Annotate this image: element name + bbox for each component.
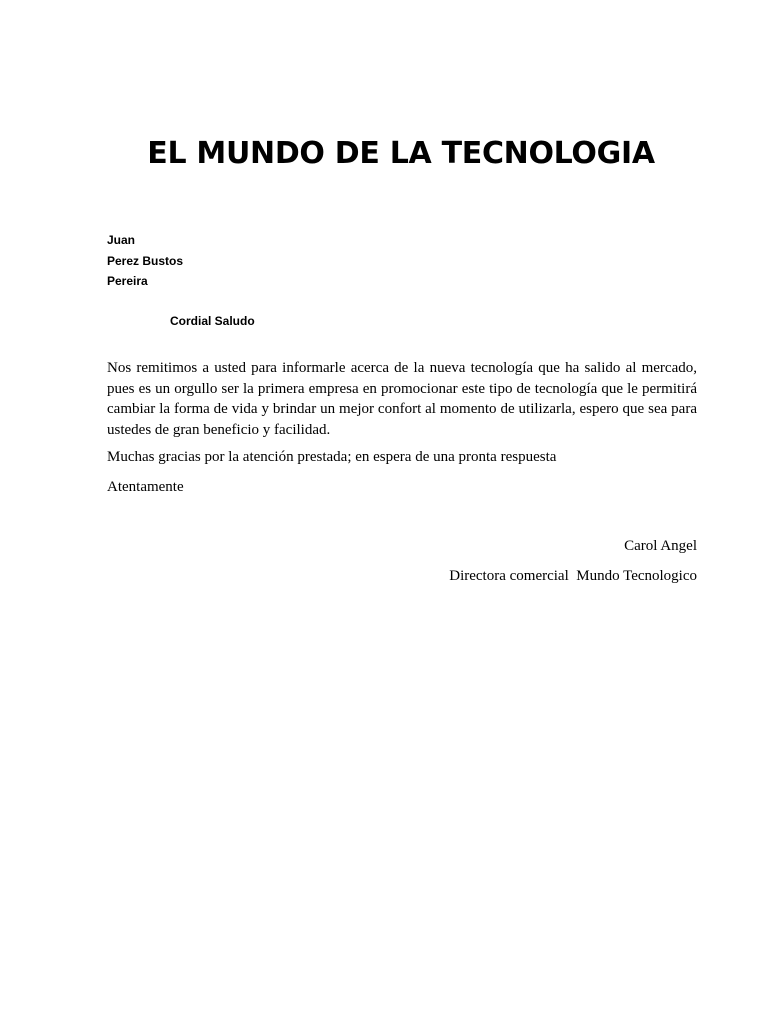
body-paragraph-container	[107, 358, 697, 440]
body-paragraph: Nos remitimos a usted para informarle acerca de la nueva tecnología que ha salido al mercado, pues es un orgullo ser la primera empresa en promocionar este tipo de tecnología que le permitirá cambiar la forma de vida y brindar un mejor confort al momento de utilizarla, espero que sea para ustedes de gran beneficio y facilidad.	[107, 360, 697, 438]
signer-title: Directora comercial Mundo Tecnologico	[449, 568, 697, 584]
signer-name: Carol Angel	[624, 538, 697, 554]
recipient-name: Juan	[107, 233, 136, 247]
closing-line: Atentamente	[107, 479, 184, 495]
recipient-block	[107, 230, 183, 292]
letter-title: EL MUNDO DE LA TECNOLOGIA	[147, 136, 655, 171]
thanks-line: Muchas gracias por la atención prestada; en espera de una pronta respuesta	[107, 449, 557, 465]
recipient-surname: Perez Bustos	[107, 253, 184, 268]
recipient-city: Pereira	[107, 274, 148, 288]
greeting: Cordial Saludo	[170, 314, 255, 328]
